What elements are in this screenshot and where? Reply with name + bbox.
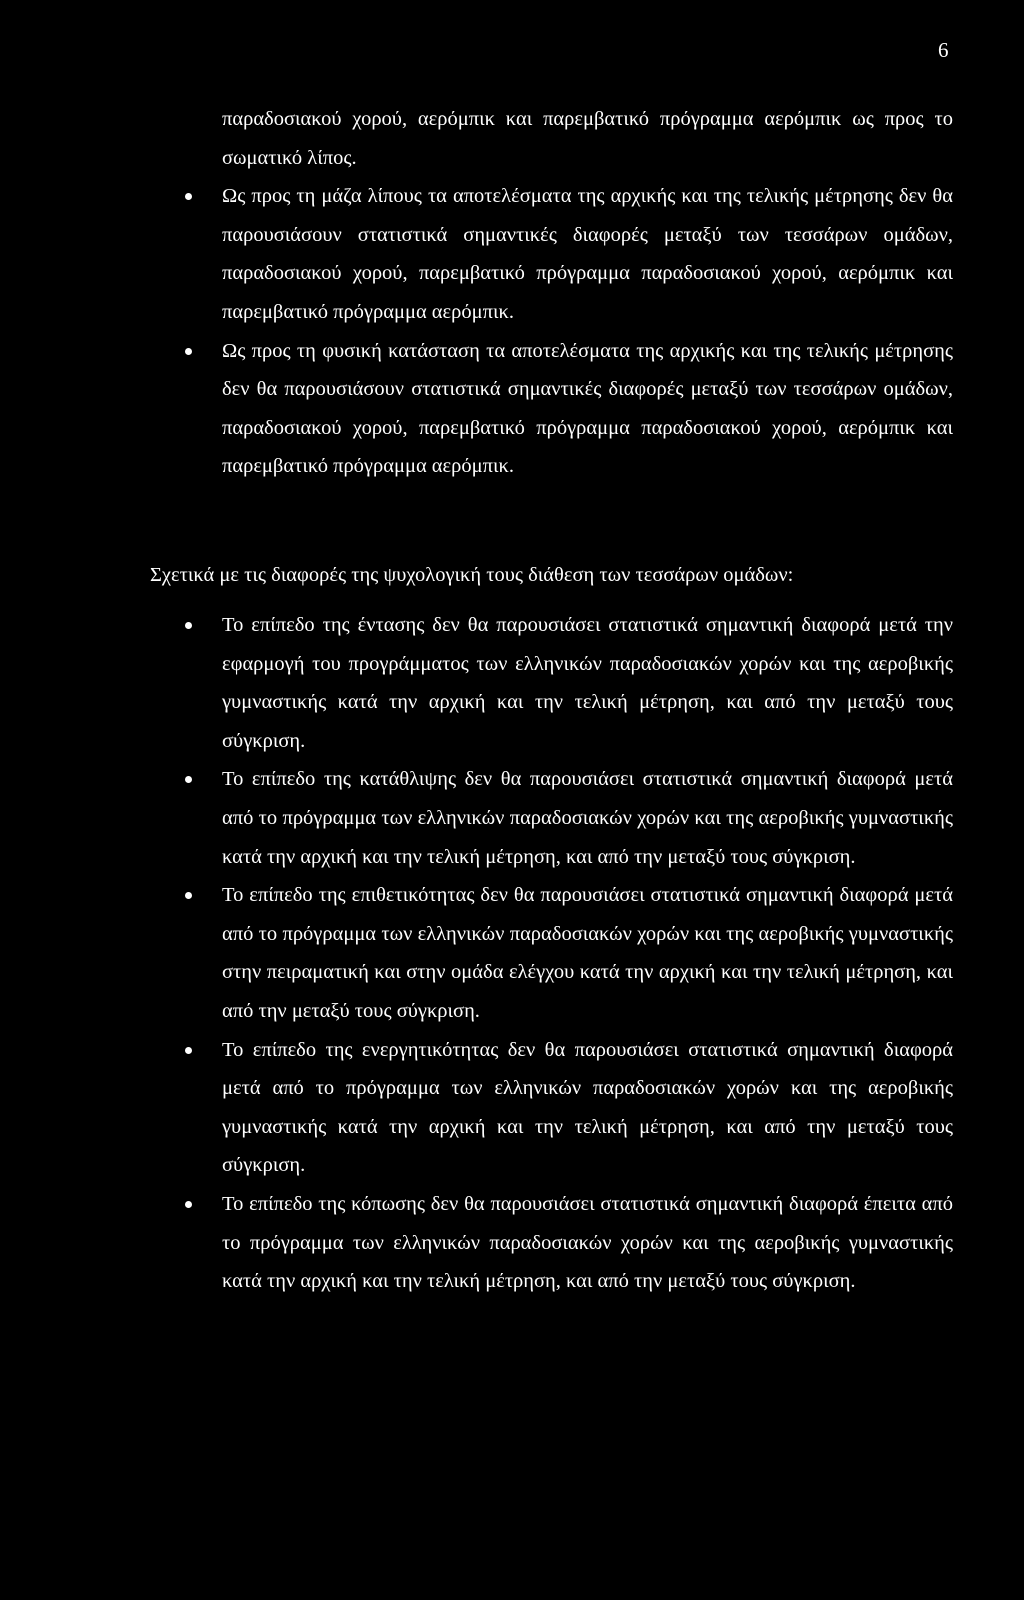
list-item-text: Το επίπεδο της ενεργητικότητας δεν θα παρουσιάσει στατιστικά σημαντική διαφορά μετά από το πρόγραμμα των ελληνικών παραδοσιακών χορών και της αεροβικής γυμναστικής κατά την αρχική και την τελική μέτρηση, και από την μεταξύ τους σύγκριση. (222, 1038, 953, 1177)
psychological-mood-section (222, 606, 953, 1301)
bullet-icon (185, 892, 192, 899)
list-item-text: Το επίπεδο της έντασης δεν θα παρουσιάσει στατιστικά σημαντική διαφορά μετά την εφαρμογή του προγράμματος των ελληνικών παραδοσιακών χορών και της αεροβικής γυμναστικής κατά την αρχική και την τελική μέτρηση, και από την μεταξύ τους σύγκριση. (222, 614, 953, 752)
list-item (222, 1185, 953, 1301)
hypotheses-body-section (222, 100, 953, 486)
list-item (222, 332, 953, 486)
list-item (222, 606, 953, 760)
bullet-icon (185, 622, 192, 629)
page-number: 6 (938, 38, 949, 62)
list-item (222, 1031, 953, 1185)
list-item-text: Ως προς τη μάζα λίπους τα αποτελέσματα της αρχικής και της τελικής μέτρησης δεν θα παρουσιάσουν στατιστικά σημαντικές διαφορές μεταξύ των τεσσάρων ομάδων, παραδοσιακού χορού, παρεμβατικό πρόγραμμα παραδοσιακού χορού, αερόμπικ και παρεμβατικό πρόγραμμα αερόμπικ. (222, 185, 953, 323)
list-item-text: Το επίπεδο της κόπωσης δεν θα παρουσιάσει στατιστικά σημαντική διαφορά έπειτα από το πρόγραμμα των ελληνικών παραδοσιακών χορών και της αεροβικής γυμναστικής κατά την αρχική και την τελική μέτρηση, και από την μεταξύ τους σύγκριση. (222, 1192, 953, 1293)
list-item-text: Το επίπεδο της επιθετικότητας δεν θα παρουσιάσει στατιστικά σημαντική διαφορά μετά από το πρόγραμμα των ελληνικών παραδοσιακών χορών και της αεροβικής γυμναστικής στην πειραματική και στην ομάδα ελέγχου κατά την αρχική και την τελική μέτρηση, και από την μεταξύ τους σύγκριση. (222, 884, 953, 1022)
bullet-icon (185, 776, 192, 783)
list-item-text: Το επίπεδο της κατάθλιψης δεν θα παρουσιάσει στατιστικά σημαντική διαφορά μετά από το πρόγραμμα των ελληνικών παραδοσιακών χορών και της αεροβικής γυμναστικής κατά την αρχική και την τελική μέτρηση, και από την μεταξύ τους σύγκριση. (222, 768, 953, 868)
list-item (222, 177, 953, 331)
bullet-icon (185, 193, 192, 200)
bullet-icon (185, 1201, 192, 1208)
section-intro: Σχετικά με τις διαφορές της ψυχολογική τους διάθεση των τεσσάρων ομάδων: (150, 564, 794, 586)
list-item (222, 760, 953, 876)
continued-paragraph: παραδοσιακού χορού, αερόμπικ και παρεμβατικό πρόγραμμα αερόμπικ ως προς το σωματικό λίπος. (222, 108, 953, 169)
list-item (222, 876, 953, 1030)
bullet-icon (185, 348, 192, 355)
list-item-text: Ως προς τη φυσική κατάσταση τα αποτελέσματα της αρχικής και της τελικής μέτρησης δεν θα παρουσιάσουν στατιστικά σημαντικές διαφορές μεταξύ των τεσσάρων ομάδων, παραδοσιακού χορού, παρεμβατικό πρόγραμμα παραδοσιακού χορού, αερόμπικ και παρεμβατικό πρόγραμμα αερόμπικ. (222, 339, 953, 478)
bullet-icon (185, 1047, 192, 1054)
